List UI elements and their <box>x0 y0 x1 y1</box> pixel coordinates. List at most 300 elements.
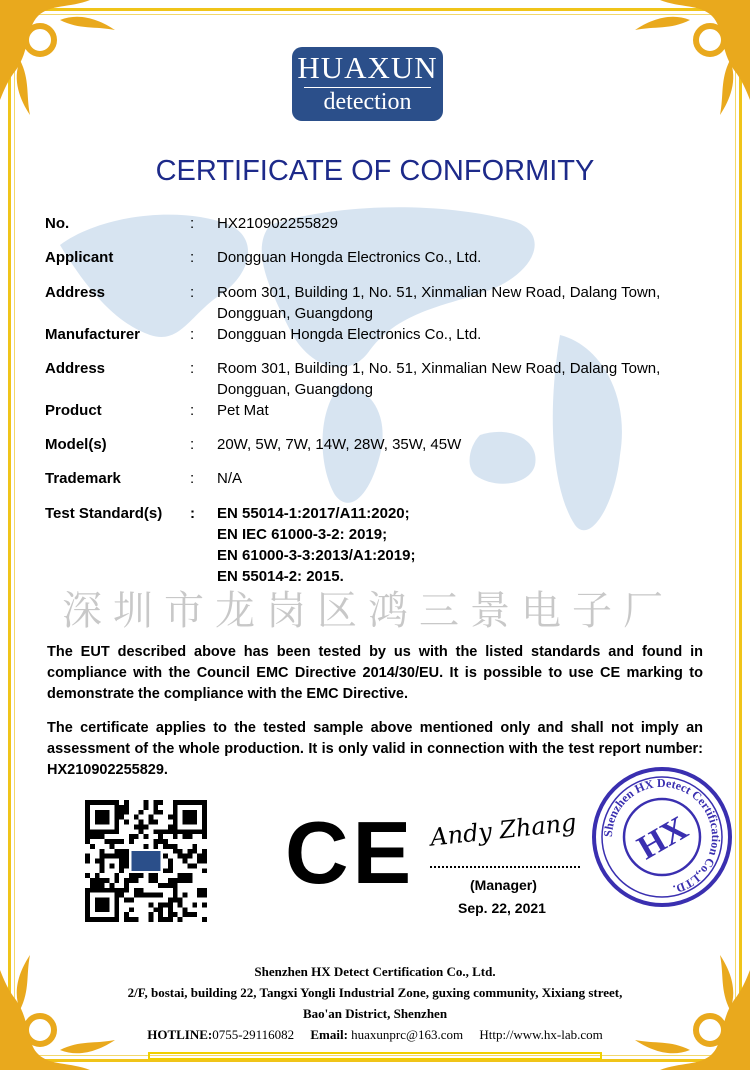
qr-module <box>105 815 110 820</box>
qr-module <box>173 849 178 854</box>
qr-module <box>202 868 207 873</box>
standards-list <box>217 503 717 587</box>
colon: : <box>190 249 195 266</box>
ornament-corner-icon <box>0 0 140 140</box>
qr-module <box>197 859 202 864</box>
qr-module <box>124 898 129 903</box>
field-row <box>45 434 717 455</box>
field-row <box>45 282 717 324</box>
qr-module <box>129 873 134 878</box>
qr-module <box>124 810 129 815</box>
qr-module <box>202 859 207 864</box>
qr-module <box>85 854 90 859</box>
qr-module <box>173 898 178 903</box>
field-label: Address <box>45 284 106 301</box>
qr-module <box>85 888 90 893</box>
qr-module <box>153 820 158 825</box>
qr-module <box>173 878 178 883</box>
qr-module <box>183 912 188 917</box>
qr-module <box>168 844 173 849</box>
company-seal <box>590 765 735 910</box>
qr-module <box>134 888 139 893</box>
qr-module <box>192 820 197 825</box>
qr-module <box>119 815 124 820</box>
qr-module <box>173 844 178 849</box>
qr-module <box>114 917 119 922</box>
qr-module <box>90 800 95 805</box>
qr-module <box>173 805 178 810</box>
qr-module <box>158 829 163 834</box>
qr-module <box>95 800 100 805</box>
qr-module <box>178 917 183 922</box>
qr-module <box>202 849 207 854</box>
qr-module <box>187 849 192 854</box>
qr-module <box>168 863 173 868</box>
qr-module <box>158 839 163 844</box>
qr-module <box>202 888 207 893</box>
qr-module <box>163 917 168 922</box>
qr-module <box>124 917 129 922</box>
qr-module <box>158 912 163 917</box>
field-value: 20W, 5W, 7W, 14W, 28W, 35W, 45W <box>217 436 462 453</box>
qr-module <box>139 893 144 898</box>
qr-module <box>90 888 95 893</box>
qr-module <box>95 834 100 839</box>
qr-module <box>124 854 129 859</box>
qr-module <box>173 810 178 815</box>
qr-module <box>168 898 173 903</box>
qr-module <box>134 873 139 878</box>
standard-item: EN 61000-3-3:2013/A1:2019; <box>217 547 416 564</box>
field-label: Address <box>45 360 106 377</box>
qr-module <box>148 815 153 820</box>
qr-module <box>105 902 110 907</box>
website-link[interactable]: Http://www.hx-lab.com <box>479 1027 603 1042</box>
qr-module <box>95 888 100 893</box>
qr-module <box>187 873 192 878</box>
qr-module <box>100 898 105 903</box>
qr-module <box>202 854 207 859</box>
ce-mark: CE <box>285 803 416 902</box>
qr-module <box>134 815 139 820</box>
qr-module <box>183 859 188 864</box>
qr-module <box>153 878 158 883</box>
qr-module <box>187 834 192 839</box>
field-label: Trademark <box>45 470 121 487</box>
standards-row <box>45 503 717 587</box>
qr-module <box>163 844 168 849</box>
qr-module <box>192 844 197 849</box>
qr-module <box>85 859 90 864</box>
qr-module <box>192 815 197 820</box>
qr-module <box>173 888 178 893</box>
qr-module <box>124 878 129 883</box>
qr-module <box>139 820 144 825</box>
qr-module <box>124 863 129 868</box>
colon: : <box>190 360 195 377</box>
qr-module <box>85 810 90 815</box>
field-value: Dongguan Hongda Electronics Co., Ltd. <box>217 249 482 266</box>
qr-module <box>105 878 110 883</box>
qr-module <box>183 834 188 839</box>
qr-module <box>163 839 168 844</box>
logo-line1: HUAXUN <box>297 50 438 85</box>
footer-address1: 2/F, bostai, building 22, Tangxi Yongli Industrial Zone, guxing community, Xixiang street, <box>127 985 623 1000</box>
qr-module <box>153 873 158 878</box>
qr-module <box>153 893 158 898</box>
footer-bar <box>148 1052 602 1060</box>
qr-module <box>114 873 119 878</box>
qr-module <box>187 829 192 834</box>
qr-module <box>114 820 119 825</box>
qr-module <box>100 863 105 868</box>
field-value: Room 301, Building 1, No. 51, Xinmalian New Road, Dalang Town, Dongguan, Guangdong <box>217 284 661 322</box>
qr-module <box>168 859 173 864</box>
qr-module <box>100 878 105 883</box>
qr-module <box>124 883 129 888</box>
qr-module <box>119 859 124 864</box>
qr-module <box>178 898 183 903</box>
qr-module <box>85 917 90 922</box>
qr-module <box>139 810 144 815</box>
field-row <box>45 468 717 489</box>
qr-module <box>183 907 188 912</box>
qr-module <box>187 820 192 825</box>
signature-line <box>430 866 580 868</box>
qr-module <box>197 829 202 834</box>
qr-module <box>183 815 188 820</box>
field-label: Test Standard(s) <box>45 505 163 522</box>
qr-module <box>85 907 90 912</box>
qr-module <box>168 883 173 888</box>
qr-module <box>187 800 192 805</box>
field-value: Dongguan Hongda Electronics Co., Ltd. <box>217 326 482 343</box>
qr-module <box>100 810 105 815</box>
qr-module <box>114 854 119 859</box>
qr-module <box>129 834 134 839</box>
colon: : <box>190 505 195 522</box>
field-value: N/A <box>217 470 243 487</box>
field-value: Pet Mat <box>217 402 269 419</box>
field-row <box>45 324 717 345</box>
qr-module <box>114 912 119 917</box>
qr-module <box>173 815 178 820</box>
qr-module <box>100 800 105 805</box>
qr-module <box>105 854 110 859</box>
field-row <box>45 247 717 268</box>
qr-module <box>139 824 144 829</box>
qr-module <box>153 829 158 834</box>
qr-module <box>202 800 207 805</box>
qr-module <box>192 863 197 868</box>
qr-module <box>119 888 124 893</box>
standard-item: EN 55014-2: 2015. <box>217 568 344 585</box>
qr-module <box>202 834 207 839</box>
qr-module <box>158 893 163 898</box>
qr-module <box>124 800 129 805</box>
colon: : <box>190 436 195 453</box>
qr-module <box>90 878 95 883</box>
qr-module <box>168 917 173 922</box>
qr-module <box>100 907 105 912</box>
qr-module <box>114 824 119 829</box>
qr-module <box>85 902 90 907</box>
qr-module <box>192 810 197 815</box>
standard-item: EN IEC 61000-3-2: 2019; <box>217 526 388 543</box>
qr-module <box>153 810 158 815</box>
field-row <box>45 213 717 234</box>
qr-module <box>148 912 153 917</box>
qr-module <box>119 810 124 815</box>
qr-module <box>95 878 100 883</box>
qr-module <box>202 893 207 898</box>
qr-module <box>105 907 110 912</box>
qr-module <box>197 854 202 859</box>
qr-module <box>105 917 110 922</box>
qr-module <box>148 878 153 883</box>
qr-module <box>85 912 90 917</box>
watermark: 深圳市龙岗区鸿三景电子厂 <box>62 588 674 634</box>
qr-module <box>202 917 207 922</box>
field-value: Room 301, Building 1, No. 51, Xinmalian New Road, Dalang Town, Dongguan, Guangdong <box>217 360 661 398</box>
qr-module <box>148 873 153 878</box>
qr-module <box>202 815 207 820</box>
qr-module <box>100 888 105 893</box>
qr-module <box>158 883 163 888</box>
colon: : <box>190 470 195 487</box>
qr-module <box>139 873 144 878</box>
qr-module <box>183 829 188 834</box>
qr-module <box>168 829 173 834</box>
qr-module <box>90 829 95 834</box>
field-value: HX210902255829 <box>217 215 338 232</box>
qr-module <box>85 805 90 810</box>
standard-item: EN 55014-1:2017/A11:2020; <box>217 505 410 522</box>
qr-module <box>202 829 207 834</box>
qr-module <box>100 902 105 907</box>
qr-module <box>85 800 90 805</box>
qr-module <box>183 893 188 898</box>
qr-module <box>202 810 207 815</box>
qr-module <box>105 800 110 805</box>
qr-module <box>124 805 129 810</box>
qr-module <box>85 829 90 834</box>
qr-module <box>163 868 168 873</box>
field-row <box>45 358 717 400</box>
qr-module <box>100 859 105 864</box>
qr-module <box>168 907 173 912</box>
qr-module <box>153 907 158 912</box>
qr-module <box>153 805 158 810</box>
qr-module <box>105 810 110 815</box>
qr-module <box>109 888 114 893</box>
qr-module <box>153 844 158 849</box>
qr-module <box>158 907 163 912</box>
qr-module <box>109 883 114 888</box>
qr-module <box>124 888 129 893</box>
qr-module <box>119 863 124 868</box>
qr-module <box>114 805 119 810</box>
qr-module <box>153 839 158 844</box>
qr-module <box>129 907 134 912</box>
qr-module <box>85 815 90 820</box>
issue-date: Sep. 22, 2021 <box>458 900 546 916</box>
qr-module <box>158 800 163 805</box>
qr-module <box>109 917 114 922</box>
field-label: Model(s) <box>45 436 107 453</box>
qr-module <box>178 902 183 907</box>
qr-module <box>187 863 192 868</box>
qr-module <box>187 815 192 820</box>
qr-module <box>168 815 173 820</box>
qr-module <box>173 912 178 917</box>
footer-address2: Bao'an District, Shenzhen <box>302 1006 448 1021</box>
qr-module <box>129 839 134 844</box>
qr-module <box>119 893 124 898</box>
qr-module <box>187 878 192 883</box>
qr-module <box>187 854 192 859</box>
qr-module <box>178 878 183 883</box>
colon: : <box>190 284 195 301</box>
qr-module <box>90 834 95 839</box>
qr-module <box>109 844 114 849</box>
qr-module <box>114 893 119 898</box>
qr-module <box>114 849 119 854</box>
qr-module <box>100 834 105 839</box>
qr-module <box>95 815 100 820</box>
colon: : <box>190 326 195 343</box>
qr-module <box>183 878 188 883</box>
qr-module <box>192 849 197 854</box>
qr-module <box>134 824 139 829</box>
field-label: Applicant <box>45 249 114 266</box>
qr-module <box>202 820 207 825</box>
qr-module <box>173 824 178 829</box>
qr-module <box>85 898 90 903</box>
qr-module <box>109 863 114 868</box>
qr-module <box>114 902 119 907</box>
qr-module <box>168 912 173 917</box>
qr-module <box>105 888 110 893</box>
svg-text:Shenzhen HX Detect Certificati: Shenzhen HX Detect Certification Co.,LTD. <box>600 775 724 897</box>
qr-module <box>192 829 197 834</box>
qr-module <box>100 849 105 854</box>
qr-module <box>148 893 153 898</box>
colon: : <box>190 215 195 232</box>
qr-module <box>168 868 173 873</box>
qr-module <box>173 820 178 825</box>
qr-module <box>202 902 207 907</box>
qr-module <box>109 800 114 805</box>
qr-module <box>95 898 100 903</box>
qr-module <box>105 829 110 834</box>
qr-module <box>129 917 134 922</box>
qr-module <box>178 800 183 805</box>
field-label: No. <box>45 215 70 232</box>
qr-module <box>183 873 188 878</box>
qr-module <box>114 815 119 820</box>
qr-module <box>129 898 134 903</box>
qr-module <box>158 902 163 907</box>
qr-module <box>114 898 119 903</box>
qr-module <box>168 878 173 883</box>
qr-module <box>109 829 114 834</box>
footer-company: Shenzhen HX Detect Certification Co., Ltd. <box>254 964 496 979</box>
qr-module <box>105 839 110 844</box>
qr-module <box>192 800 197 805</box>
ornament-corner-icon <box>610 0 750 140</box>
hotline-label: HOTLINE: <box>147 1027 213 1042</box>
qr-module <box>178 854 183 859</box>
qr-module <box>124 820 129 825</box>
qr-module <box>187 810 192 815</box>
compliance-paragraph: The EUT described above has been tested by us with the listed standards and found in compliance with the Council EMC Directive 2014/30/EU. It is possible to use CE marking to demonstrate the compliance with the EMC Directive. <box>47 644 703 702</box>
qr-module <box>173 883 178 888</box>
qr-module <box>109 839 114 844</box>
qr-module <box>183 820 188 825</box>
qr-module <box>85 824 90 829</box>
qr-module <box>144 800 149 805</box>
qr-module <box>95 902 100 907</box>
qr-module <box>139 888 144 893</box>
qr-module <box>144 834 149 839</box>
colon: : <box>190 402 195 419</box>
qr-module <box>202 824 207 829</box>
qr-module <box>90 883 95 888</box>
qr-module <box>85 873 90 878</box>
signature: Andy Zhang <box>428 808 578 852</box>
qr-module <box>109 854 114 859</box>
qr-module <box>114 829 119 834</box>
qr-module <box>85 893 90 898</box>
qr-module <box>100 883 105 888</box>
qr-module <box>85 839 90 844</box>
signer-role: (Manager) <box>470 877 537 893</box>
qr-module <box>148 917 153 922</box>
qr-module <box>183 810 188 815</box>
qr-module <box>158 834 163 839</box>
qr-module <box>197 893 202 898</box>
qr-module <box>90 844 95 849</box>
logo-line2: detection <box>323 89 412 115</box>
qr-module <box>114 878 119 883</box>
qr-module <box>114 888 119 893</box>
qr-module <box>144 893 149 898</box>
qr-module <box>158 917 163 922</box>
email-link[interactable]: huaxunprc@163.com <box>351 1027 464 1042</box>
qr-module <box>173 834 178 839</box>
qr-module <box>119 805 124 810</box>
qr-module <box>100 829 105 834</box>
qr-module <box>168 824 173 829</box>
qr-module <box>95 859 100 864</box>
qr-module <box>114 839 119 844</box>
qr-module <box>178 829 183 834</box>
qr-module <box>148 902 153 907</box>
qr-module <box>95 907 100 912</box>
qr-module <box>144 844 149 849</box>
qr-module <box>168 902 173 907</box>
qr-module <box>100 917 105 922</box>
qr-module <box>197 800 202 805</box>
qr-module <box>95 873 100 878</box>
field-label: Product <box>45 402 102 419</box>
qr-module <box>124 849 129 854</box>
qr-module <box>124 859 129 864</box>
qr-module <box>163 883 168 888</box>
qr-module <box>100 854 105 859</box>
qr-module <box>173 800 178 805</box>
